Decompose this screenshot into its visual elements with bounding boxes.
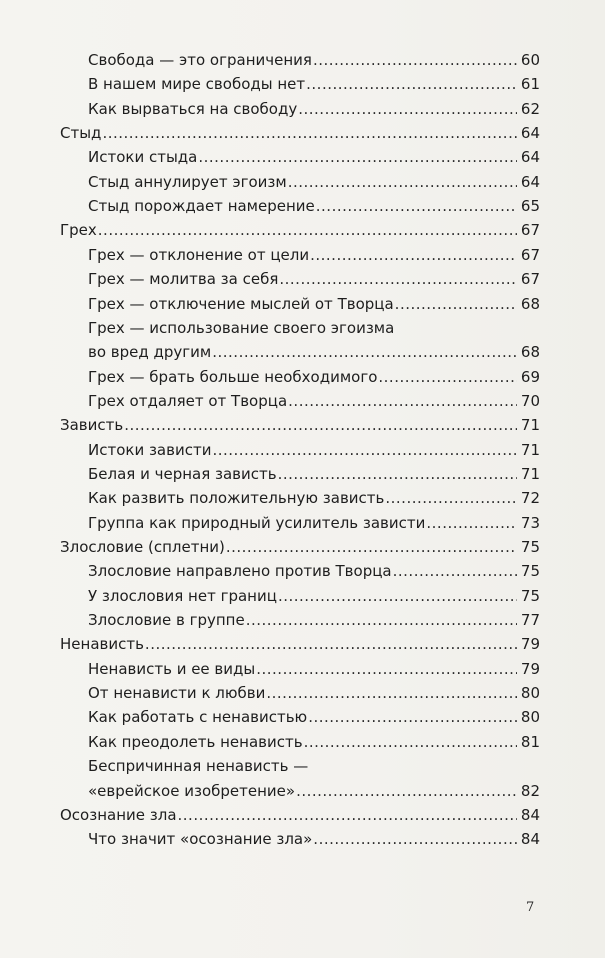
toc-dot-leader [308,704,517,730]
toc-entry [88,339,540,365]
toc-entry-title: У злословия нет границ [88,586,277,605]
toc-entry-title: Злословие направлено против Творца [88,562,392,581]
toc-entry [88,461,540,487]
toc-entry [88,144,540,170]
toc-entry-page: 71 [520,416,540,435]
toc-entry [88,607,540,633]
toc-entry [88,169,540,195]
toc-entry-page: 82 [520,781,540,800]
toc-entry-title: Стыд порождает намерение [88,197,315,216]
toc-entry-page: 80 [520,684,540,703]
toc-dot-leader [310,242,517,268]
toc-entry-page: 68 [520,343,540,362]
toc-section-entry [60,412,540,438]
toc-entry-page: 60 [520,51,540,69]
toc-section-entry [60,802,540,828]
toc-dot-leader [279,266,517,292]
toc-entry-title: Как преодолеть ненависть [88,732,303,751]
toc-section-entry [60,534,540,560]
toc-entry [88,71,540,97]
toc-entry-title: Злословие (сплетни) [60,538,225,556]
toc-entry-page: 75 [520,538,540,556]
toc-entry-page: 64 [520,124,540,143]
toc-entry-page: 79 [520,635,540,654]
toc-dot-leader [278,461,517,487]
toc-entry-title: Зависть [60,416,124,435]
page-number: 7 [526,900,535,915]
toc-entry-page: 62 [520,99,540,118]
toc-entry-page: 75 [520,586,540,605]
toc-entry-page: 84 [520,805,540,824]
toc-dot-leader [124,412,517,438]
toc-dot-leader [288,169,517,195]
toc-entry-page: 71 [520,440,540,459]
toc-entry-title: Как вырваться на свободу [88,99,298,118]
toc-entry-page: 67 [520,270,540,289]
toc-entry-page: 79 [520,659,540,678]
toc-entry-page: 84 [520,830,540,849]
toc-entry-page: 65 [520,197,540,216]
toc-entry [88,729,540,755]
toc-section-entry [60,120,540,146]
toc-entry [88,753,540,779]
toc-entry-page: 68 [520,294,540,313]
toc-entry [88,47,540,73]
toc-entry [88,266,540,292]
toc-entry-title: Осознание зла [60,805,177,824]
toc-entry-title: Ненависть [60,635,144,654]
toc-entry-title: Белая и черная зависть [88,464,277,483]
toc-entry [88,315,540,341]
toc-entry [88,583,540,609]
toc-entry-title: От ненависти к любви [88,684,266,703]
toc-section-entry [60,631,540,657]
toc-entry-page: 81 [520,732,540,751]
toc-entry-page: 67 [520,245,540,264]
toc-entry-title: во вред другим [88,343,212,362]
toc-dot-leader [256,656,517,682]
toc-entry [88,485,540,511]
toc-dot-leader [426,510,517,536]
toc-entry [88,388,540,414]
toc-entry-title: Как работать с ненавистью [88,708,308,727]
toc-dot-leader [198,144,517,170]
toc-entry-title: Грех — отклонение от цели [88,245,310,264]
toc-entry [88,437,540,463]
toc-entry-page: 77 [520,611,540,630]
toc-entry-page: 80 [520,708,540,727]
toc-entry [88,510,540,536]
toc-entry-title: Грех — молитва за себя [88,270,279,289]
toc-entry [88,291,540,317]
toc-entry-page: 69 [520,367,540,386]
toc-entry-title: Истоки стыда [88,148,198,167]
toc-dot-leader [385,485,517,511]
toc-entry [88,364,540,390]
toc-entry-title: Грех — брать больше необходимого [88,367,378,386]
toc-entry-title: Злословие в группе [88,611,245,630]
toc-entry-title: «еврейское изобретение» [88,781,296,800]
toc-dot-leader [395,291,517,317]
toc-entry-page: 75 [520,562,540,581]
toc-dot-leader [296,778,517,804]
toc-entry-title: В нашем мире свободы нет [88,75,306,94]
toc-entry [88,826,540,852]
toc-dot-leader [378,364,517,390]
toc-dot-leader [102,120,517,146]
toc-dot-leader [306,71,517,97]
toc-entry-page: 64 [520,148,540,167]
toc-section-entry [60,217,540,243]
toc-dot-leader [298,96,517,122]
toc-dot-leader [288,388,517,414]
toc-entry-title: Грех — использование своего эгоизма [88,318,395,337]
toc-entry-title: Грех отдаляет от Творца [88,391,288,410]
toc-dot-leader [278,583,517,609]
toc-entry-page: 70 [520,391,540,410]
toc-entry [88,656,540,682]
toc-dot-leader [313,826,517,852]
toc-dot-leader [316,193,517,219]
toc-dot-leader [246,607,517,633]
toc-entry-page: 64 [520,172,540,191]
toc-dot-leader [266,680,517,706]
toc-entry-title: Свобода — это ограничения [88,51,312,69]
toc-entry-title: Беспричинная ненависть — [88,757,309,776]
toc-entry-page: 67 [520,221,540,240]
toc-entry-title: Грех [60,221,97,240]
toc-entry-page: 73 [520,513,540,532]
toc-dot-leader [145,631,517,657]
toc-entry [88,96,540,122]
toc-entry-title: Что значит «осознание зла» [88,830,313,849]
toc-dot-leader [212,437,517,463]
toc-entry [88,680,540,706]
toc-entry-title: Стыд аннулирует эгоизм [88,172,287,191]
toc-entry-title: Грех — отключение мыслей от Творца [88,294,394,313]
toc-entry [88,558,540,584]
toc-entry [88,242,540,268]
toc-entry-page: 71 [520,464,540,483]
toc-entry [88,193,540,219]
toc-entry-title: Стыд [60,124,102,143]
toc-dot-leader [178,802,517,828]
toc-dot-leader [393,558,517,584]
toc-dot-leader [304,729,517,755]
toc-dot-leader [98,217,517,243]
toc-entry [88,704,540,730]
toc-entry-title: Ненависть и ее виды [88,659,256,678]
toc-dot-leader [212,339,517,365]
toc-entry [88,778,540,804]
toc-entry-title: Как развить положительную зависть [88,489,385,508]
toc-dot-leader [226,534,517,560]
toc-entry-page: 61 [520,75,540,94]
toc-entry-title: Группа как природный усилитель зависти [88,513,426,532]
toc-dot-leader [313,47,517,73]
toc-entry-page: 72 [520,489,540,508]
toc-entry-title: Истоки зависти [88,440,212,459]
